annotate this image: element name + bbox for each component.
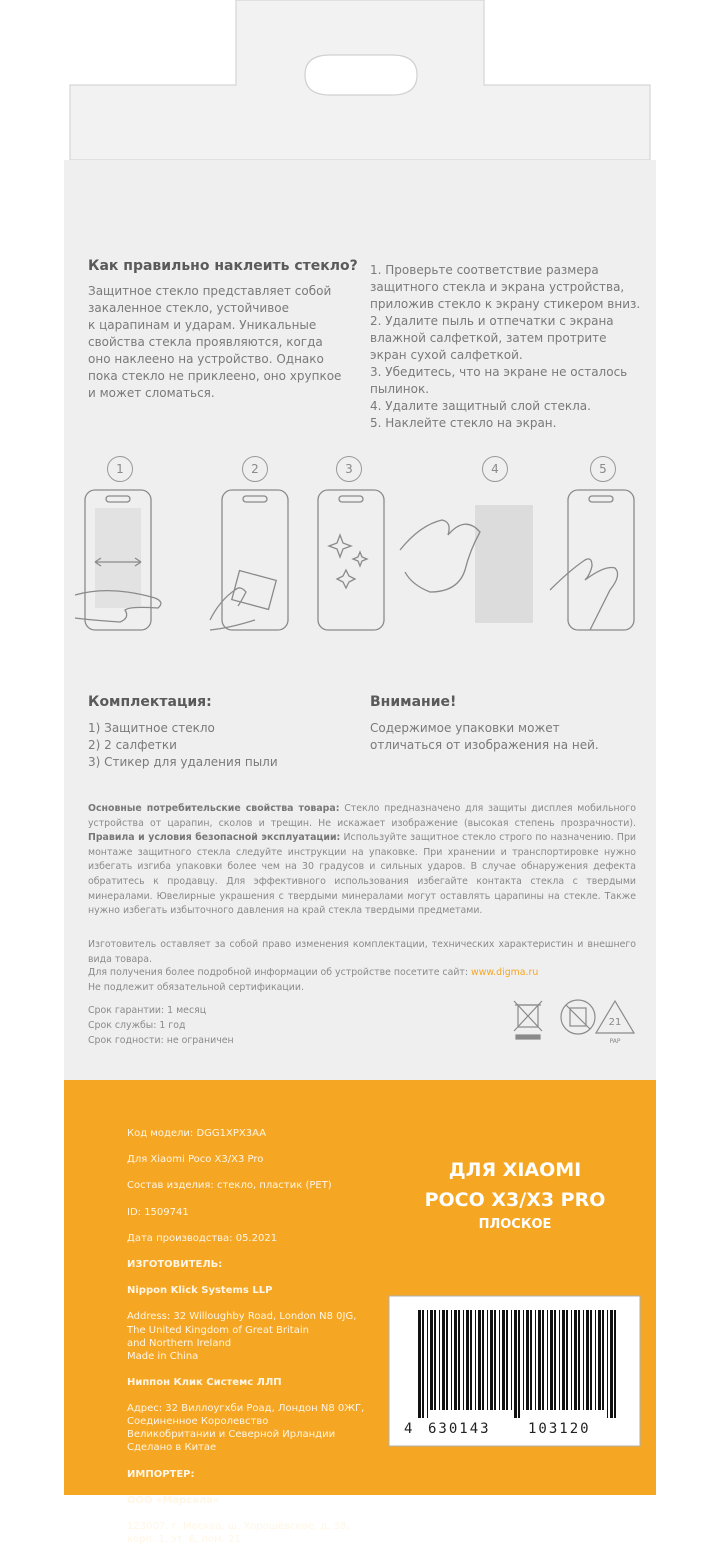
hand-4-icon: [400, 520, 480, 592]
barcode-bar: [610, 1310, 613, 1418]
no-glass-icon: [561, 1000, 595, 1034]
barcode-bar: [458, 1310, 460, 1410]
howto-steps: [370, 262, 650, 432]
barcode-bar: [499, 1310, 500, 1410]
phone-2-icon: [222, 490, 288, 630]
barcode-bar: [578, 1310, 580, 1410]
service-text: Срок службы: 1 год: [88, 1020, 186, 1031]
barcode-bar: [470, 1310, 472, 1410]
step-line: 5. Наклейте стекло на экран.: [370, 416, 557, 430]
safety-label: Правила и условия безопасной эксплуатации:: [88, 832, 341, 844]
barcode-bar: [427, 1310, 428, 1418]
barcode-bar: [478, 1310, 481, 1410]
howto-title: Как правильно наклеить стекло?: [88, 258, 358, 274]
barcode-bar: [475, 1310, 476, 1410]
barcode-digits-3: 103120: [528, 1421, 591, 1437]
barcode-bar: [487, 1310, 488, 1410]
step-line: 3. Убедитесь, что на экране не осталось: [370, 365, 628, 379]
glass-film-icon: [475, 505, 533, 623]
warranty-text: Срок гарантии: 1 месяц: [88, 1005, 207, 1016]
wipe-icon: [232, 571, 276, 610]
barcode-bar: [482, 1310, 484, 1410]
manufacturer-note: Изготовитель оставляет за собой право изменения комплектации, технических характеристин и внешнего вида товара.: [88, 939, 636, 965]
crossed-bin-icon: [514, 1001, 542, 1039]
barcode-bar: [586, 1310, 589, 1410]
barcode-bar: [550, 1310, 553, 1410]
sparkle-icon: [329, 535, 351, 557]
barcode-bar: [530, 1310, 532, 1410]
barcode-bar: [463, 1310, 464, 1410]
cert-text: Не подлежит обязательной сертификации.: [88, 982, 304, 993]
step-number: 2: [242, 456, 268, 482]
hand-2-icon: [210, 588, 255, 630]
barcode-bar: [422, 1310, 424, 1418]
barcode-digits-2: 630143: [428, 1421, 491, 1437]
barcode-bar: [538, 1310, 541, 1410]
step-line: экран сухой салфеткой.: [370, 348, 523, 362]
barcode-bar: [535, 1310, 536, 1410]
step-line: 2. Удалите пыль и отпечатки с экрана: [370, 314, 614, 328]
step-line: 1. Проверьте соответствие размера: [370, 263, 599, 277]
barcode-bar: [502, 1310, 505, 1410]
barcode-bar: [494, 1310, 496, 1410]
barcode-digit-1: 4: [404, 1421, 413, 1437]
phone-3-icon: [318, 490, 384, 630]
label-block: Код модели: DGG1XPX3AA Для Xiaomi Poco X3/X3 Pro Состав изделия: стекло, пластик (PET) ID: 1509741 Дата производства: 05.2021 ИЗГОТОВИТЕЛЬ: Nippon Klick Systems LLP Address: 32 Willoughby Road, London N8 0JG, The United Kingdom of Great Britain and Northern Ireland Made in China Ниппон Клик Системс ЛЛП Адрес: 32 Виллоугхби Роад, Лондон N8 0ЖГ, Соединенное Королевство Великобритании и Северной Ирландии Сделано в Китае ИМПОРТЕР: ООО «Марсала» 123007, г. Москва, ш. Хорошёвское, д. 38, корп. 1, эт. 6, пом. 21: [127, 1128, 365, 1545]
barcode-bar: [439, 1310, 440, 1410]
barcode-bar: [514, 1310, 517, 1418]
barcode-bar: [583, 1310, 584, 1410]
kit-list: [88, 720, 348, 771]
disposal-icons: [510, 995, 640, 1045]
kit-item: 2) 2 салфетки: [88, 738, 177, 752]
barcode-bar: [451, 1310, 452, 1410]
barcode-bar: [602, 1310, 604, 1410]
howto-intro: Защитное стекло представляет собой закаленное стекло, устойчивое к царапинам и ударам. Уникальные свойства стекла проявляются, когда оно наклеено на устройство. Однако пока стекло не приклеено, оно хрупкое и может сломаться.: [88, 284, 342, 400]
barcode-bar: [595, 1310, 596, 1410]
barcode-bar: [607, 1310, 608, 1418]
step-number: 1: [107, 456, 133, 482]
attention-text: Содержимое упаковки может отличаться от изображения на ней.: [370, 721, 599, 752]
step-line: приложив стекло к экрану стикером вниз.: [370, 297, 641, 311]
barcode: [418, 1310, 623, 1418]
step-line: влажной салфеткой, затем протрите: [370, 331, 607, 345]
barcode-bar: [442, 1310, 445, 1410]
attention-title: Внимание!: [370, 694, 457, 710]
barcode-bar: [523, 1310, 524, 1410]
barcode-bar: [430, 1310, 433, 1410]
barcode-bar: [490, 1310, 493, 1410]
step-line: 4. Удалите защитный слой стекла.: [370, 399, 591, 413]
shelf-text: Срок годности: не ограничен: [88, 1035, 234, 1046]
hand-5-icon: [550, 559, 618, 630]
barcode-bar: [526, 1310, 529, 1410]
barcode-bar: [598, 1310, 601, 1410]
recycle-code: 21: [608, 1017, 622, 1028]
barcode-bar: [614, 1310, 616, 1418]
barcode-bar: [542, 1310, 544, 1410]
site-link[interactable]: www.digma.ru: [471, 967, 539, 978]
barcode-bar: [562, 1310, 565, 1410]
product-type: ПЛОСКОЕ: [478, 1217, 552, 1232]
hang-hole: [305, 55, 417, 95]
product-name: ДЛЯ XIAOMI POCO X3/X3 PRO: [424, 1159, 606, 1211]
barcode-bar: [547, 1310, 548, 1410]
barcode-bar: [446, 1310, 448, 1410]
recycle-material: PAP: [609, 1038, 621, 1045]
barcode-bar: [454, 1310, 457, 1410]
step-line: защитного стекла и экрана устройства,: [370, 280, 625, 294]
properties-text: Основные потребительские свойства товара: Стекло предназначено для защиты дисплея мобильного устройства от царапин, сколов и трещин. Не искажает изображение (высокая степень прозрачности). Правила и условия безопасной эксплуатации: Используйте защитное стекло строго по назначению. При монтаже защитного стекла следуйте инструкции на упаковке. При хранении и транспортировке нужно избегать изгиба упаковки более чем на 30 градусов и сильных ударов. В случае обнаружения дефекта обратитесь к продавцу. Для эффективного использования избегайте контакта стекла с твердыми минералами. Ювелирные украшения с твердыми минералами могут оставлять царапины на стекле. Также нужно избегать избыточного давления на край стекла твердыми предметами.: [88, 803, 637, 917]
kit-item: 1) Защитное стекло: [88, 721, 215, 735]
barcode-bar: [434, 1310, 436, 1410]
barcode-bar: [511, 1310, 512, 1410]
step-number: 5: [590, 456, 616, 482]
info-line: Для получения более подробной информации об устройстве посетите сайт: www.digma.ru: [88, 967, 539, 978]
step-number: 3: [336, 456, 362, 482]
barcode-bar: [518, 1310, 520, 1418]
barcode-bar: [554, 1310, 556, 1410]
step-line: пылинок.: [370, 382, 430, 396]
kit-title: Комплектация:: [88, 694, 212, 710]
barcode-bar: [574, 1310, 577, 1410]
steps-illustration: [70, 480, 650, 660]
props-label: Основные потребительские свойства товара:: [88, 803, 340, 814]
kit-item: 3) Стикер для удаления пыли: [88, 755, 278, 769]
barcode-bar: [466, 1310, 469, 1410]
barcode-bar: [559, 1310, 560, 1410]
step-number: 4: [482, 456, 508, 482]
barcode-bar: [418, 1310, 421, 1418]
barcode-bar: [590, 1310, 592, 1410]
barcode-bar: [506, 1310, 508, 1410]
barcode-bar: [566, 1310, 568, 1410]
barcode-bar: [571, 1310, 572, 1410]
